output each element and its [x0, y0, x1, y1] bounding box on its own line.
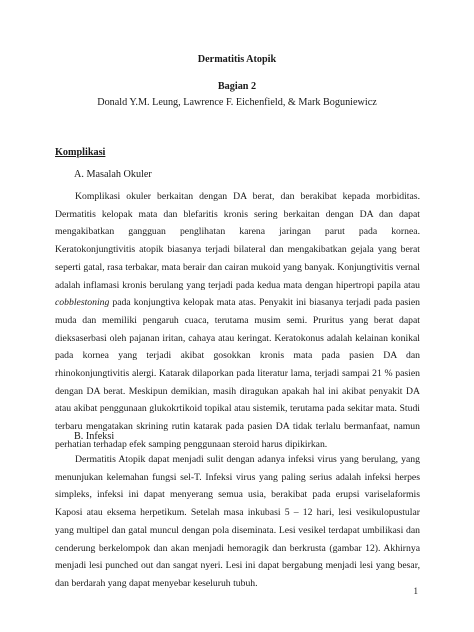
section-heading-komplikasi: Komplikasi [55, 147, 106, 158]
document-title: Dermatitis Atopik [197, 54, 277, 65]
page-number: 1 [413, 586, 418, 596]
paragraph-okuler [55, 188, 420, 454]
paragraph-okuler-part2: pada konjungtiva kelopak mata atas. Penyakit ini biasanya terjadi pada pasien muda dan memiliki pengaruh cuaca, terutama musim semi. Pruritus yang berat dapat dieksaserbasi oleh pajanan iritan, cahaya atau keringat. Keratokonus adalah kelainan konikal pada kornea yang terjadi akibat gosokkan kronis mata pada pasien DA dan rhinokonjungtivitis alergi. Katarak dilaporkan pada literatur lama, terjadi sampai 21 % pasien dengan DA berat. Meskipun demikian, masih diragukan apakah hal ini akibat penyakit DA atau akibat penggunaan glukokrtikoid topikal atau sistemik, terutama pada sekitar mata. Studi terbaru mengatakan skrining rutin katarak pada pasien DA tidak terlalu bermanfaat, namun perhatian terhadap efek samping penggunaan steroid harus dipikirkan. [55, 297, 420, 450]
document-subtitle: Bagian 2 [217, 81, 257, 92]
subsection-heading-okuler: A. Masalah Okuler [74, 169, 152, 180]
paragraph-infeksi-text: Dermatitis Atopik dapat menjadi sulit dengan adanya infeksi virus yang berulang, yang menunjukan kelemahan fungsi sel-T. Infeksi virus yang paling serius adalah infeksi herpes simpleks, infeksi ini dapat menyerang semua usia, berakibat pada erupsi variselaformis Kaposi atau eksema herpetikum. Setelah masa inkubasi 5 – 12 hari, lesi vesikulopustular yang multipel dan gatal muncul dengan pola diseminata. Lesi vesikel terdapat umbilikasi dan cenderung berkelompok dan akan menjadi hemoragik dan berkrusta (gambar 12). Akhirnya menjadi lesi punched out dan sangat nyeri. Lesi ini dapat bergabung menjadi lesi yang besar, dan berdarah yang dapat menyebar keseluruh tubuh. [55, 454, 420, 589]
paragraph-infeksi [55, 451, 420, 593]
paragraph-okuler-part1: Komplikasi okuler berkaitan dengan DA berat, dan berakibat kepada morbiditas. Dermatitis kelopak mata dan blefaritis kronis sering berkaitan dengan DA dan dapat mengakibatkan gangguan penglihatan karena jaringan parut pada kornea. Keratokonjungtivitis atopik biasanya terjadi bilateral dan mengakibatkan gejala yang berat seperti gatal, rasa terbakar, mata berair dan cairan mukoid yang banyak. Konjungtivitis vernal adalah inflamasi kronis berulang yang terjadi pada kedua mata dengan hipertropi papila atau [55, 191, 420, 291]
paragraph-okuler-italic: cobblestoning [55, 297, 110, 309]
document-authors: Donald Y.M. Leung, Lawrence F. Eichenfield, & Mark Boguniewicz [97, 97, 377, 108]
subsection-heading-infeksi: B. Infeksi [74, 431, 115, 442]
